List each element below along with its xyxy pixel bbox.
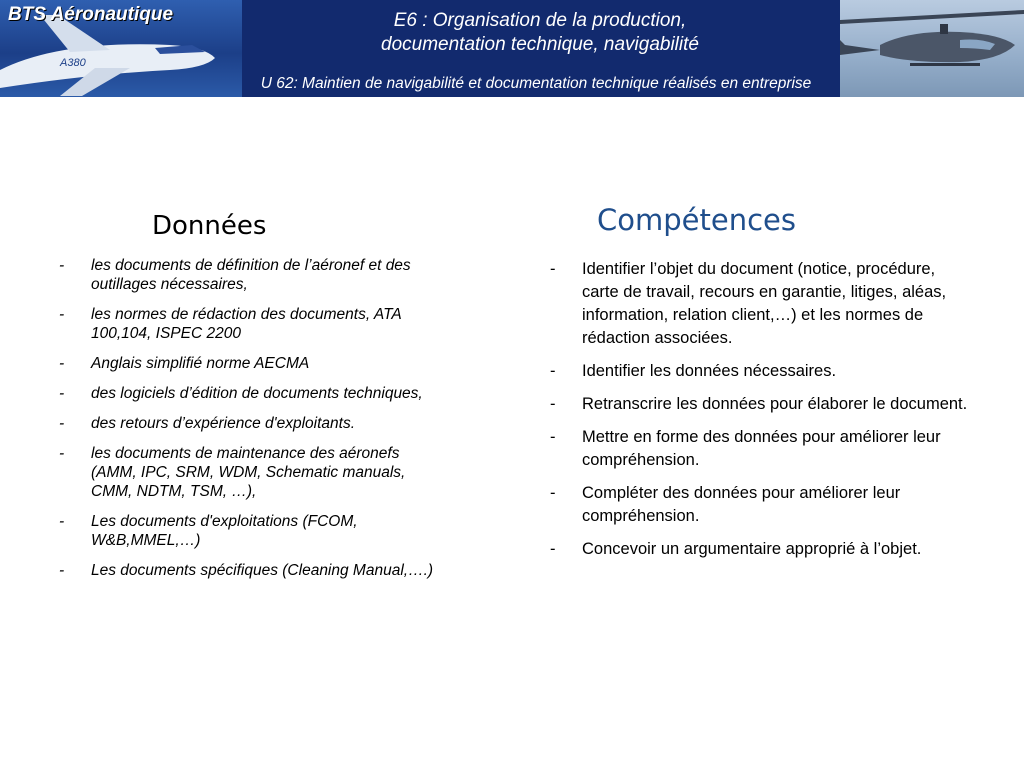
header-title-line2: documentation technique, navigabilité xyxy=(381,34,699,55)
list-item: - les documents de maintenance des aéronefs (AMM, IPC, SRM, WDM, Schematic manuals, CMM, NDTM, TSM, …), xyxy=(55,444,445,501)
header-title-line1: E6 : Organisation de la production, xyxy=(393,10,687,31)
donnees-title: Données xyxy=(152,211,267,241)
list-item: - Identifier l’objet du document (notice, procédure, carte de travail, recours en garantie, litiges, aléas, information, relation client,…) et les normes de rédaction associées. xyxy=(546,258,976,350)
list-item: - Mettre en forme des données pour améliorer leur compréhension. xyxy=(546,426,976,472)
list-item: - les documents de définition de l’aéronef et des outillages nécessaires, xyxy=(55,256,445,294)
list-item: - des retours d’expérience d'exploitants. xyxy=(55,414,445,433)
list-item: - Anglais simplifié norme AECMA xyxy=(55,354,445,373)
list-item: - Retranscrire les données pour élaborer le document. xyxy=(546,393,976,416)
competences-title: Compétences xyxy=(597,203,796,237)
donnees-list xyxy=(55,256,445,591)
list-item: - Identifier les données nécessaires. xyxy=(546,360,976,383)
header-banner xyxy=(0,0,1024,97)
header-subtitle: U 62: Maintien de navigabilité et documentation technique réalisés en entreprise xyxy=(260,75,812,92)
plane-label: A380 xyxy=(60,57,86,69)
brand-title: BTS Aéronautique xyxy=(8,4,174,25)
list-item: - des logiciels d’édition de documents techniques, xyxy=(55,384,445,403)
list-item: - Les documents d'exploitations (FCOM, W&B,MMEL,…) xyxy=(55,512,445,550)
list-item: - Les documents spécifiques (Cleaning Manual,….) xyxy=(55,561,445,580)
list-item: - les normes de rédaction des documents, ATA 100,104, ISPEC 2200 xyxy=(55,305,445,343)
list-item: - Compléter des données pour améliorer leur compréhension. xyxy=(546,482,976,528)
competences-list xyxy=(546,258,976,571)
list-item: - Concevoir un argumentaire approprié à l’objet. xyxy=(546,538,976,561)
